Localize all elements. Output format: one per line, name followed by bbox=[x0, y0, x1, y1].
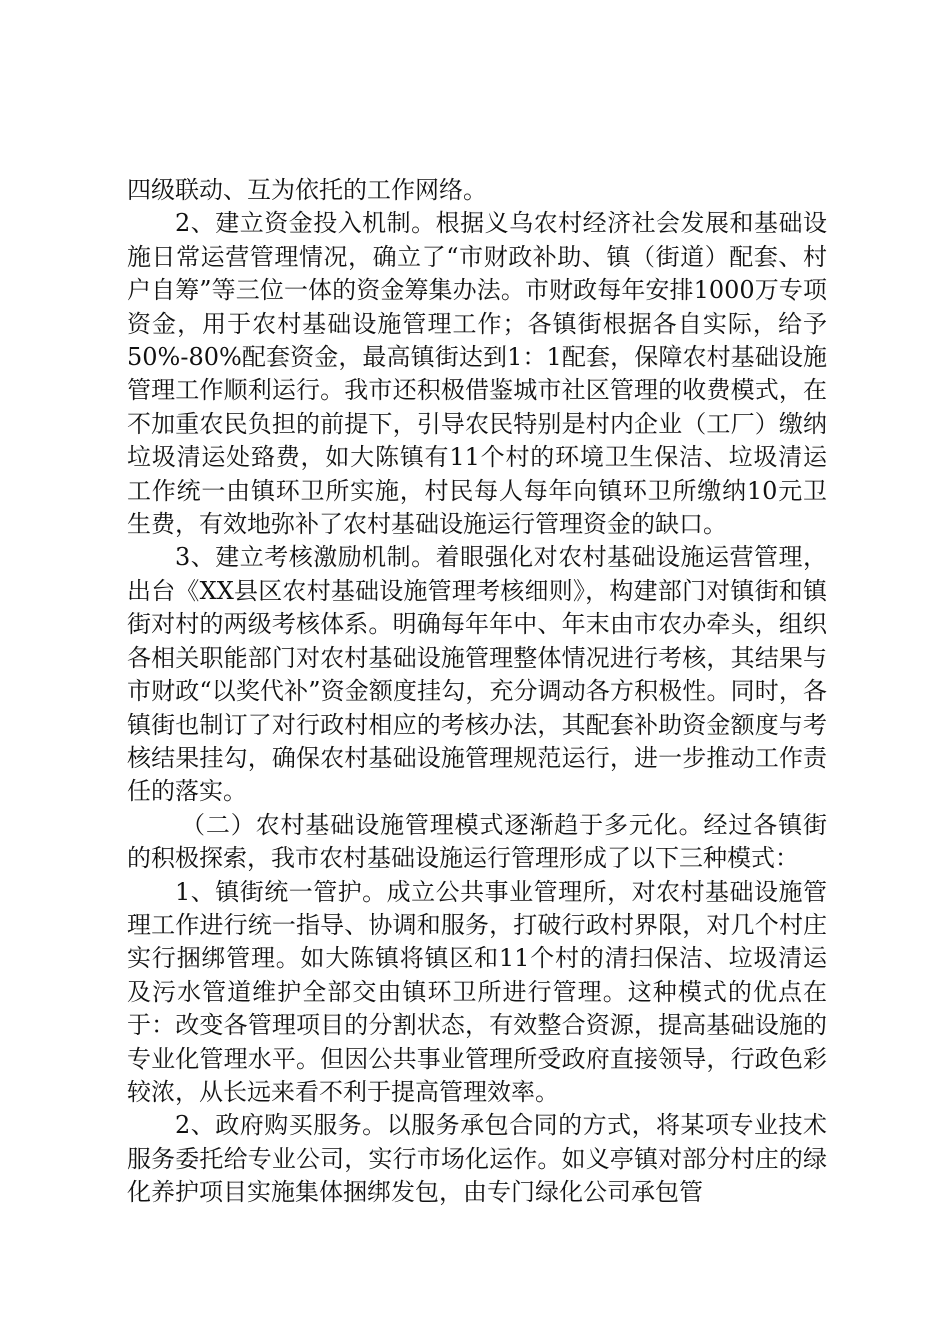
body-text bbox=[127, 174, 827, 1210]
section-heading-management-models: （二）农村基础设施管理模式逐渐趋于多元化。经过各镇街的积极探索，我市农村基础设施运行管理形成了以下三种模式： bbox=[127, 810, 827, 873]
paragraph-funding-mechanism: 2、建立资金投入机制。根据义乌农村经济社会发展和基础设施日常运营管理情况，确立了“市财政补助、镇（街道）配套、村户自筹”等三位一体的资金筹集办法。市财政每年安排1000万专项资金，用于农村基础设施管理工作；各镇街根据各自实际，给予50%-80%配套资金，最高镇街达到1：1配套，保障农村基础设施管理工作顺利运行。我市还积极借鉴城市社区管理的收费模式，在不加重农民负担的前提下，引导农民特别是村内企业（工厂）缴纳垃圾清运处臵费，如大陈镇有11个村的环境卫生保洁、垃圾清运工作统一由镇环卫所实施，村民每人每年向镇环卫所缴纳10元卫生费，有效地弥补了农村基础设施运行管理资金的缺口。 bbox=[127, 209, 827, 539]
paragraph-assessment-mechanism: 3、建立考核激励机制。着眼强化对农村基础设施运营管理，出台《XX县区农村基础设施管理考核细则》，构建部门对镇街和镇街对村的两级考核体系。明确每年年中、年末由市农办牵头，组织各相关职能部门对农村基础设施管理整体情况进行考核，其结果与市财政“以奖代补”资金额度挂勾，充分调动各方积极性。同时，各镇街也制订了对行政村相应的考核办法，其配套补助资金额度与考核结果挂勾，确保农村基础设施管理规范运行，进一步推动工作责任的落实。 bbox=[127, 543, 827, 806]
paragraph-continued: 四级联动、互为依托的工作网络。 bbox=[127, 176, 487, 204]
paragraph-town-unified-management: 1、镇街统一管护。成立公共事业管理所，对农村基础设施管理工作进行统一指导、协调和服务，打破行政村界限，对几个村庄实行捆绑管理。如大陈镇将镇区和11个村的清扫保洁、垃圾清运及污水管道维护全部交由镇环卫所进行管理。这种模式的优点在于：改变各管理项目的分割状态，有效整合资源，提高基础设施的专业化管理水平。但因公共事业管理所受政府直接领导，行政色彩较浓，从长远来看不利于提高管理效率。 bbox=[127, 877, 827, 1106]
paragraph-government-purchase-services: 2、政府购买服务。以服务承包合同的方式，将某项专业技术服务委托给专业公司，实行市场化运作。如义亭镇对部分村庄的绿化养护项目实施集体捆绑发包，由专门绿化公司承包管 bbox=[127, 1111, 827, 1207]
